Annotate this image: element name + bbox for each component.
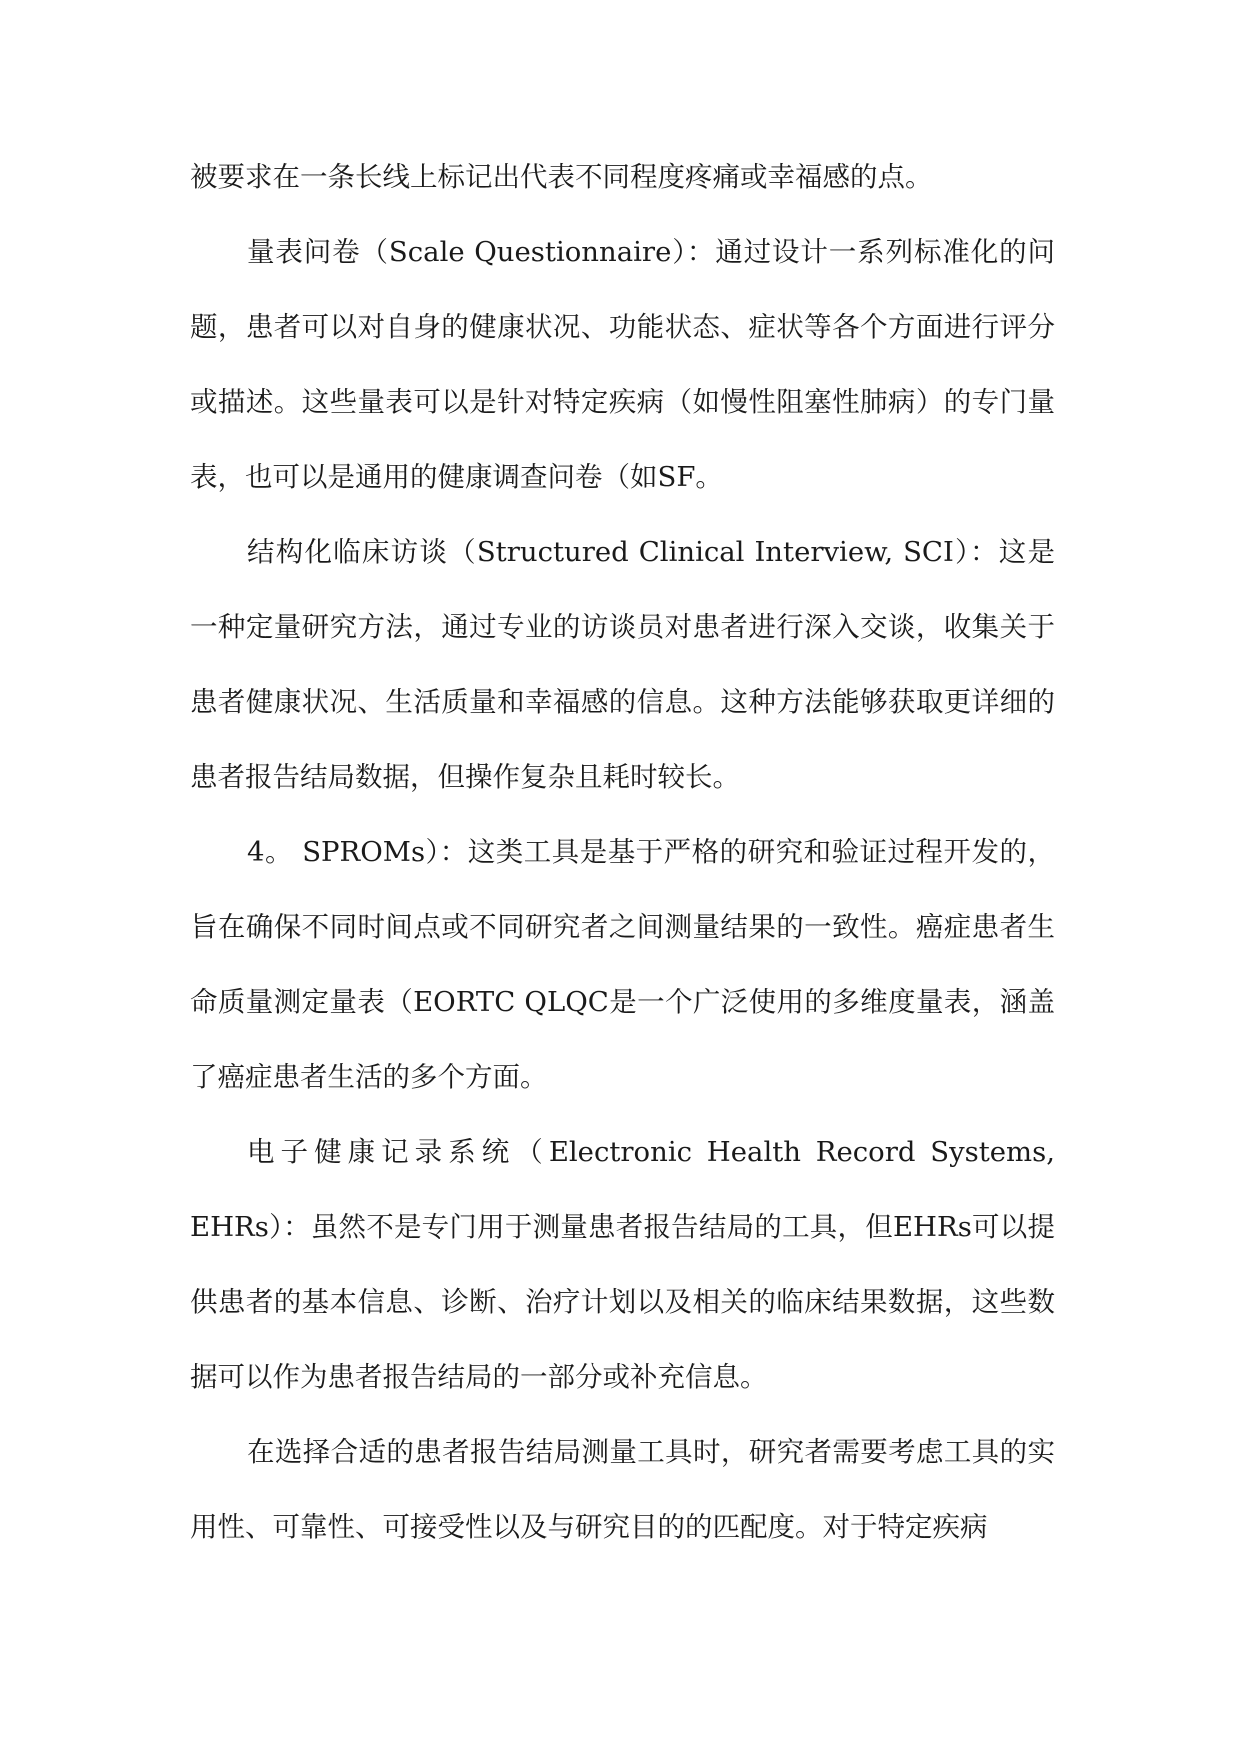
paragraph-scale-questionnaire: 量表问卷（Scale Questionnaire）：通过设计一系列标准化的问题，患者可以对自身的健康状况、功能状态、症状等各个方面进行评分或描述。这些量表可以是针对特定疾病（如慢性阻塞性肺病）的专门量表，也可以是通用的健康调查问卷（如SF。 <box>190 236 1055 493</box>
paragraph-tool-selection: 在选择合适的患者报告结局测量工具时，研究者需要考虑工具的实用性、可靠性、可接受性以及与研究目的的匹配度。对于特定疾病 <box>190 1436 1055 1543</box>
paragraph-structured-clinical-interview: 结构化临床访谈（Structured Clinical Interview, SCI）：这是一种定量研究方法，通过专业的访谈员对患者进行深入交谈，收集关于患者健康状况、生活质量和幸福感的信息。这种方法能够获取更详细的患者报告结局数据，但操作复杂且耗时较长。 <box>190 536 1055 793</box>
paragraph-vas-continuation: 被要求在一条长线上标记出代表不同程度疼痛或幸福感的点。 <box>190 161 933 193</box>
paragraph-ehr-systems: 电子健康记录系统（Electronic Health Record Systems, EHRs）：虽然不是专门用于测量患者报告结局的工具，但EHRs可以提供患者的基本信息、诊断、治疗计划以及相关的临床结果数据，这些数据可以作为患者报告结局的一部分或补充信息。 <box>190 1136 1055 1393</box>
document-body <box>190 140 1055 1565</box>
paragraph-sproms: 4。 SPROMs）：这类工具是基于严格的研究和验证过程开发的，旨在确保不同时间点或不同研究者之间测量结果的一致性。癌症患者生命质量测定量表（EORTC QLQC是一个广泛使用的多维度量表，涵盖了癌症患者生活的多个方面。 <box>190 836 1055 1093</box>
